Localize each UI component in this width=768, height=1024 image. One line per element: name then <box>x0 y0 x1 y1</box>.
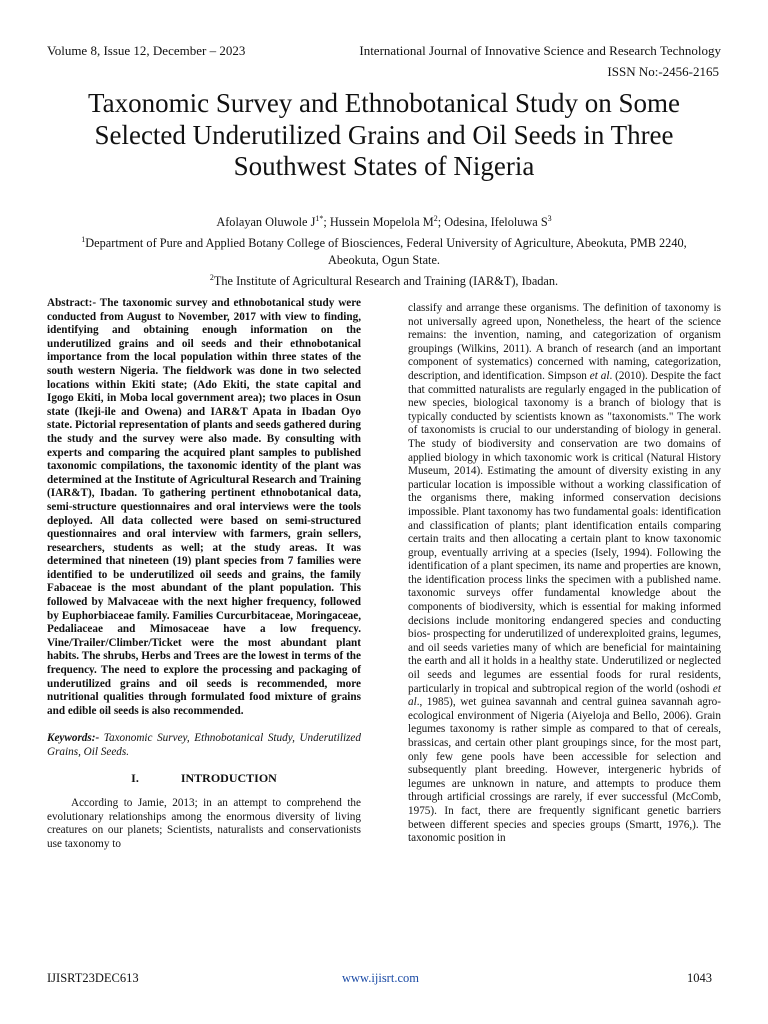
abstract-label: Abstract:- <box>47 297 97 309</box>
keywords-label: Keywords:- <box>47 732 100 745</box>
header-issn: ISSN No:-2456-2165 <box>607 64 719 79</box>
author-list <box>60 210 708 231</box>
footer-website-link[interactable]: www.ijisrt.com <box>342 971 419 985</box>
author-3-sup: 3 <box>547 214 552 223</box>
right-column <box>408 302 721 846</box>
right-paragraph <box>408 302 721 846</box>
keywords <box>47 732 361 759</box>
footer-page-number: 1043 <box>687 971 712 985</box>
author-3: ; Odesina, Ifeloluwa S <box>437 215 548 230</box>
author-1: Afolayan Oluwole J <box>216 215 316 230</box>
abstract-text: The taxonomic survey and ethnobotanical study were conducted from August to November, 2017 with view to finding, identifying and obtaining enough information on the underutilized grains and oil seeds and their ethnobotanical importance from the local population within three states of the south western Nigeria. The fieldwork was done in two selected locations within Ekiti state; (Ado Ekiti, the state capital and Igogo Ekiti, in Moba local government area); two places in Osun state (Ikeji-ile and Owena) and IAR&T Apata in Ibadan Oyo state. Pictorial representation of plants and seeds gathered during the study and the survey were also made. By consulting with experts and comparing the acquired plant samples to published taxonomic compilations, the taxonomic identity of the plant was determined at the Institute of Agricultural Research and Training (IAR&T), Ibadan. To gathering pertinent ethnobotanical data, semi-structure questionnaires and oral interviews were the tools deployed. All data collected were based on semi-structured questionnaires and oral interview with farmers, grain sellers, researchers, students as well; at the study areas. It was determined that nineteen (19) plant species from 7 families were identified to be underutilized oil seeds and grains, the family Fabaceae is the most abundant of the plant population. This followed by Malvaceae with the next higher frequency, followed by Euphorbiaceae family. Families Curcurbitaceae, Moringaceae, Pedaliaceae and Mimosaceae have a low frequency. Vine/Trailer/Climber/Ticket were the most abundant plant habits. The shrubs, Herbs and Trees are the lowest in terms of the frequency. The need to explore the processing and packaging of underutilized grains and oil seeds is recommended, more nutritional qualities through formulated food mixture of grains and edible oil seeds is also recommended. <box>47 297 361 717</box>
affiliation-2-text: The Institute of Agricultural Research and Training (IAR&T), Ibadan. <box>213 274 559 289</box>
header-volume: Volume 8, Issue 12, December – 2023 <box>47 43 246 58</box>
abstract <box>47 297 361 718</box>
author-2: ; Hussein Mopelola M <box>323 215 434 230</box>
section-title: INTRODUCTION <box>180 770 277 785</box>
left-column <box>47 297 361 852</box>
right-text-3: ., 1985), wet guinea savannah and central guinea savannah agro-ecological environment of Nigeria (Aiyeloja and Bello, 2006). Grain legumes taxonomy is rather simple as compared to that of cereals, brassicas, and certain other plant groupings since, for the most part, only few gene pools have been accessible for selection and subsequently plant breeding. However, intergeneric hybrids of legumes are unknown in nature, and attempts to produce them through artificial crossings are rarely, if ever successful (McComb, 1975). In fact, there are frequently significant genetic barriers between different species and species groups (Smartt, 1976,). The taxonomic position in <box>408 696 721 845</box>
right-text-1: classify and arrange these organisms. The definition of taxonomy is not universally agreed upon, Nonetheless, the heart of the science remains: the invention, naming, and categorization of organism groupings (Wilkins, 2011). A branch of research (and an important component of systematics) concerned with naming, categorization, description, and identification. Simpson <box>408 302 721 382</box>
paper-title: Taxonomic Survey and Ethnobotanical Study on Some Selected Underutilized Grains and Oil Seeds in Three Southwest States of Nigeria <box>87 88 681 181</box>
affiliation-1-sup: 1 <box>81 235 86 245</box>
right-em-1: et al <box>589 369 610 382</box>
affiliation-1 <box>60 231 708 269</box>
keywords-text: Taxonomic Survey, Ethnobotanical Study, Underutilized Grains, Oil Seeds. <box>47 732 361 758</box>
intro-paragraph: According to Jamie, 2013; in an attempt to comprehend the evolutionary relationships among the enormous diversity of living creatures on our planets; Scientists, naturalists and conservationists use taxonomy to <box>47 797 361 850</box>
section-heading <box>47 772 361 786</box>
right-em-2: et al <box>408 682 721 709</box>
author-2-sup: 2 <box>433 214 438 223</box>
affiliation-2-sup: 2 <box>209 273 214 283</box>
affiliation-1-text: Department of Pure and Applied Botany College of Biosciences, Federal University of Agriculture, Abeokuta, PMB 2240, Abeokuta, Ogun State. <box>85 236 687 268</box>
affiliation-2 <box>60 269 708 290</box>
footer-id: IJISRT23DEC613 <box>47 971 139 985</box>
right-text-2: . (2010). Despite the fact that committed naturalists are regularly engaged in the publication of new species, biological taxonomy is a branch of biology that is typically conducted by scientists known as "taxonomists." The work of taxonomists is crucial to our understanding of biology in general. The study of biodiversity and conservation are two domains of applied biology in which taxonomic work is critical (Natural History Museum, 2014). Estimating the amount of diversity existing in any particular location is impossible without a working classification of the organisms there, making informed conservation decisions impossible. Plant taxonomy has two fundamental goals: identification and classification of plants; plant identification entails comparing certain traits and then allocating a certain plant to know taxonomic group, eventually arriving at a species (Isely, 1994). Following the identification of a plant specimen, its name and properties are known, the identification process links the specimen with a published name. taxonomic surveys offer fundamental knowledge about the components of biodiversity, which is essential for making informed decisions include monitoring endangered species and conducting bios- prospecting for underutilized of underexploited grains, legumes, and oil seeds varieties many of which are beneficial for maintaining the earth and all it holds in a healthy state. Underutilized or neglected oil seeds and legumes are essential foods for rural residents, particularly in tropical and subtropical region of the world (oshodi <box>408 369 721 695</box>
author-block <box>60 210 708 290</box>
header-journal: International Journal of Innovative Science and Research Technology <box>359 43 721 58</box>
author-1-sup: 1* <box>315 214 324 223</box>
section-number: I. <box>131 770 139 785</box>
